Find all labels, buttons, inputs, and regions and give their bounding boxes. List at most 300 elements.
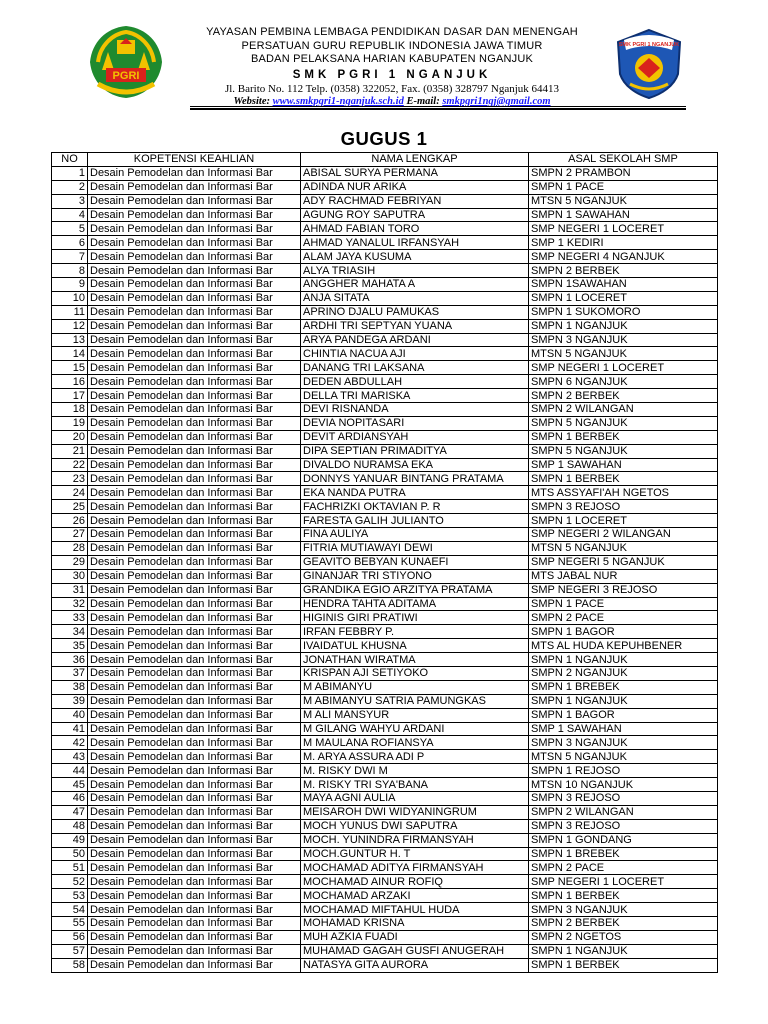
cell-competency: Desain Pemodelan dan Informasi Bar [88,166,301,180]
cell-no: 16 [52,375,88,389]
cell-competency: Desain Pemodelan dan Informasi Bar [88,736,301,750]
cell-competency: Desain Pemodelan dan Informasi Bar [88,528,301,542]
cell-origin-school: SMPN 1 NGANJUK [529,653,718,667]
page-title: GUGUS 1 [340,128,428,149]
table-row [52,361,718,375]
cell-no: 46 [52,791,88,805]
student-table [51,152,718,973]
cell-competency: Desain Pemodelan dan Informasi Bar [88,611,301,625]
cell-origin-school: SMPN 1 GONDANG [529,833,718,847]
cell-full-name: DONNYS YANUAR BINTANG PRATAMA [301,472,529,486]
table-row [52,778,718,792]
cell-competency: Desain Pemodelan dan Informasi Bar [88,430,301,444]
cell-full-name: NATASYA GITA AURORA [301,958,529,972]
cell-origin-school: SMPN 1 LOCERET [529,291,718,305]
cell-no: 11 [52,305,88,319]
table-row [52,764,718,778]
cell-full-name: AHMAD FABIAN TORO [301,222,529,236]
cell-full-name: ARYA PANDEGA ARDANI [301,333,529,347]
table-row [52,416,718,430]
cell-no: 51 [52,861,88,875]
table-row [52,528,718,542]
cell-full-name: DEVIA NOPITASARI [301,416,529,430]
cell-competency: Desain Pemodelan dan Informasi Bar [88,625,301,639]
cell-no: 40 [52,708,88,722]
cell-no: 45 [52,778,88,792]
cell-full-name: IRFAN FEBBRY P. [301,625,529,639]
table-row [52,875,718,889]
cell-competency: Desain Pemodelan dan Informasi Bar [88,847,301,861]
cell-full-name: MOCHAMAD MIFTAHUL HUDA [301,903,529,917]
letterhead-text [176,26,608,108]
cell-competency: Desain Pemodelan dan Informasi Bar [88,639,301,653]
cell-no: 13 [52,333,88,347]
cell-full-name: MOCH. YUNINDRA FIRMANSYAH [301,833,529,847]
cell-origin-school: SMP NEGERI 4 NGANJUK [529,250,718,264]
cell-competency: Desain Pemodelan dan Informasi Bar [88,416,301,430]
cell-full-name: JONATHAN WIRATMA [301,653,529,667]
cell-origin-school: SMPN 1 NGANJUK [529,319,718,333]
cell-full-name: MOHAMAD KRISNA [301,916,529,930]
cell-competency: Desain Pemodelan dan Informasi Bar [88,514,301,528]
cell-no: 24 [52,486,88,500]
cell-no: 36 [52,653,88,667]
cell-competency: Desain Pemodelan dan Informasi Bar [88,750,301,764]
letterhead [0,0,768,110]
table-row [52,722,718,736]
cell-origin-school: SMPN 1 NGANJUK [529,694,718,708]
cell-origin-school: SMPN 2 WILANGAN [529,403,718,417]
cell-competency: Desain Pemodelan dan Informasi Bar [88,194,301,208]
cell-competency: Desain Pemodelan dan Informasi Bar [88,597,301,611]
cell-origin-school: MTSN 5 NGANJUK [529,194,718,208]
cell-origin-school: SMPN 1 LOCERET [529,514,718,528]
cell-full-name: DELLA TRI MARISKA [301,389,529,403]
cell-competency: Desain Pemodelan dan Informasi Bar [88,791,301,805]
cell-competency: Desain Pemodelan dan Informasi Bar [88,666,301,680]
cell-competency: Desain Pemodelan dan Informasi Bar [88,486,301,500]
cell-full-name: ALAM JAYA KUSUMA [301,250,529,264]
cell-competency: Desain Pemodelan dan Informasi Bar [88,347,301,361]
cell-origin-school: SMPN 1 PACE [529,180,718,194]
cell-competency: Desain Pemodelan dan Informasi Bar [88,541,301,555]
cell-origin-school: SMPN 2 PACE [529,611,718,625]
cell-no: 28 [52,541,88,555]
cell-competency: Desain Pemodelan dan Informasi Bar [88,444,301,458]
table-row [52,319,718,333]
cell-origin-school: SMPN 2 NGETOS [529,930,718,944]
cell-origin-school: SMPN 1 SUKOMORO [529,305,718,319]
cell-competency: Desain Pemodelan dan Informasi Bar [88,944,301,958]
cell-no: 14 [52,347,88,361]
cell-competency: Desain Pemodelan dan Informasi Bar [88,319,301,333]
cell-full-name: ANGGHER MAHATA A [301,278,529,292]
cell-no: 3 [52,194,88,208]
table-row [52,708,718,722]
cell-no: 21 [52,444,88,458]
cell-no: 4 [52,208,88,222]
cell-competency: Desain Pemodelan dan Informasi Bar [88,680,301,694]
table-row [52,278,718,292]
cell-no: 8 [52,264,88,278]
table-row [52,444,718,458]
cell-no: 1 [52,166,88,180]
cell-no: 55 [52,916,88,930]
table-row [52,472,718,486]
table-header-row [52,153,718,167]
cell-no: 53 [52,889,88,903]
cell-origin-school: SMP 1 KEDIRI [529,236,718,250]
cell-competency: Desain Pemodelan dan Informasi Bar [88,805,301,819]
cell-full-name: ARDHI TRI SEPTYAN YUANA [301,319,529,333]
cell-no: 57 [52,944,88,958]
cell-no: 33 [52,611,88,625]
cell-no: 50 [52,847,88,861]
table-row [52,500,718,514]
cell-origin-school: SMPN 2 NGANJUK [529,666,718,680]
foundation-name: YAYASAN PEMBINA LEMBAGA PENDIDIKAN DASAR DAN MENENGAH [206,26,578,38]
pgri-logo [84,22,168,102]
cell-competency: Desain Pemodelan dan Informasi Bar [88,458,301,472]
cell-origin-school: MTS JABAL NUR [529,569,718,583]
cell-origin-school: SMPN 2 BERBEK [529,264,718,278]
table-row [52,944,718,958]
email-label: E-mail: [406,95,440,107]
cell-full-name: M. RISKY TRI SYA'BANA [301,778,529,792]
cell-no: 10 [52,291,88,305]
cell-competency: Desain Pemodelan dan Informasi Bar [88,264,301,278]
cell-full-name: MOCHAMAD ARZAKI [301,889,529,903]
cell-no: 20 [52,430,88,444]
cell-full-name: DIVALDO NURAMSA EKA [301,458,529,472]
cell-origin-school: SMP NEGERI 1 LOCERET [529,875,718,889]
cell-no: 39 [52,694,88,708]
cell-no: 48 [52,819,88,833]
letterhead-rule-thick [190,108,686,110]
cell-origin-school: MTS ASSYAFI'AH NGETOS [529,486,718,500]
table-row [52,611,718,625]
table-row [52,208,718,222]
cell-no: 43 [52,750,88,764]
cell-competency: Desain Pemodelan dan Informasi Bar [88,555,301,569]
cell-no: 25 [52,500,88,514]
table-row [52,833,718,847]
cell-no: 15 [52,361,88,375]
table-row [52,514,718,528]
cell-origin-school: SMPN 1 BAGOR [529,708,718,722]
cell-origin-school: SMPN 2 PACE [529,861,718,875]
cell-origin-school: MTSN 5 NGANJUK [529,347,718,361]
cell-origin-school: SMPN 3 REJOSO [529,500,718,514]
cell-full-name: M ABIMANYU SATRIA PAMUNGKAS [301,694,529,708]
cell-full-name: M. ARYA ASSURA ADI P [301,750,529,764]
cell-origin-school: MTSN 10 NGANJUK [529,778,718,792]
cell-no: 7 [52,250,88,264]
cell-no: 6 [52,236,88,250]
cell-competency: Desain Pemodelan dan Informasi Bar [88,389,301,403]
cell-full-name: M MAULANA ROFIANSYA [301,736,529,750]
cell-no: 27 [52,528,88,542]
table-row [52,903,718,917]
table-row [52,194,718,208]
cell-competency: Desain Pemodelan dan Informasi Bar [88,889,301,903]
cell-origin-school: SMPN 1 BERBEK [529,958,718,972]
table-row [52,653,718,667]
cell-no: 56 [52,930,88,944]
cell-full-name: MAYA AGNI AULIA [301,791,529,805]
cell-no: 54 [52,903,88,917]
cell-no: 30 [52,569,88,583]
school-logo [612,28,686,100]
cell-competency: Desain Pemodelan dan Informasi Bar [88,291,301,305]
table-row [52,819,718,833]
cell-competency: Desain Pemodelan dan Informasi Bar [88,250,301,264]
cell-full-name: MEISAROH DWI WIDYANINGRUM [301,805,529,819]
table-row [52,639,718,653]
association-name: PERSATUAN GURU REPUBLIK INDONESIA JAWA TIMUR [241,39,543,52]
cell-competency: Desain Pemodelan dan Informasi Bar [88,222,301,236]
cell-full-name: EKA NANDA PUTRA [301,486,529,500]
cell-origin-school: SMPN 3 REJOSO [529,791,718,805]
cell-origin-school: SMPN 1 PACE [529,597,718,611]
cell-full-name: CHINTIA NACUA AJI [301,347,529,361]
cell-origin-school: SMPN 1 BERBEK [529,430,718,444]
table-row [52,375,718,389]
table-row [52,291,718,305]
school-address: Jl. Barito No. 112 Telp. (0358) 322052, Fax. (0358) 328797 Nganjuk 64413 [224,82,560,95]
cell-full-name: GINANJAR TRI STIYONO [301,569,529,583]
cell-full-name: FINA AULIYA [301,528,529,542]
cell-no: 34 [52,625,88,639]
cell-competency: Desain Pemodelan dan Informasi Bar [88,653,301,667]
cell-origin-school: SMPN 1 BREBEK [529,680,718,694]
cell-competency: Desain Pemodelan dan Informasi Bar [88,903,301,917]
cell-full-name: DANANG TRI LAKSANA [301,361,529,375]
cell-origin-school: MTSN 5 NGANJUK [529,750,718,764]
cell-full-name: GRANDIKA EGIO ARZITYA PRATAMA [301,583,529,597]
cell-no: 49 [52,833,88,847]
cell-no: 17 [52,389,88,403]
cell-origin-school: SMPN 6 NGANJUK [529,375,718,389]
website-link[interactable]: www.smkpgri1-nganjuk.sch.id [272,95,404,107]
cell-full-name: MOCH YUNUS DWI SAPUTRA [301,819,529,833]
cell-full-name: ABISAL SURYA PERMANA [301,166,529,180]
cell-origin-school: SMP NEGERI 1 LOCERET [529,361,718,375]
cell-competency: Desain Pemodelan dan Informasi Bar [88,778,301,792]
cell-full-name: APRINO DJALU PAMUKAS [301,305,529,319]
cell-origin-school: MTS AL HUDA KEPUHBENER [529,639,718,653]
cell-origin-school: SMPN 5 NGANJUK [529,444,718,458]
table-row [52,583,718,597]
header-origin-school: ASAL SEKOLAH SMP [529,153,718,167]
board-name: BADAN PELAKSANA HARIAN KABUPATEN NGANJUK [250,53,534,65]
cell-no: 5 [52,222,88,236]
cell-competency: Desain Pemodelan dan Informasi Bar [88,708,301,722]
cell-full-name: DIPA SEPTIAN PRIMADITYA [301,444,529,458]
cell-origin-school: SMPN 3 REJOSO [529,819,718,833]
table-row [52,555,718,569]
table-row [52,305,718,319]
cell-origin-school: SMPN 2 PRAMBON [529,166,718,180]
cell-full-name: MUHAMAD GAGAH GUSFI ANUGERAH [301,944,529,958]
cell-origin-school: SMPN 1 SAWAHAN [529,208,718,222]
cell-origin-school: SMP NEGERI 5 NGANJUK [529,555,718,569]
table-row [52,597,718,611]
website-label: Website: [233,95,270,107]
cell-no: 2 [52,180,88,194]
cell-full-name: HIGINIS GIRI PRATIWI [301,611,529,625]
cell-full-name: M ABIMANYU [301,680,529,694]
table-row [52,930,718,944]
table-row [52,180,718,194]
cell-origin-school: MTSN 5 NGANJUK [529,541,718,555]
cell-full-name: AHMAD YANALUL IRFANSYAH [301,236,529,250]
school-logo-text: SMK PGRI 1 NGANJUK [618,42,680,48]
cell-no: 44 [52,764,88,778]
cell-full-name: DEVI RISNANDA [301,403,529,417]
cell-no: 41 [52,722,88,736]
cell-no: 31 [52,583,88,597]
cell-competency: Desain Pemodelan dan Informasi Bar [88,472,301,486]
cell-origin-school: SMPN 1 REJOSO [529,764,718,778]
table-row [52,916,718,930]
cell-full-name: FACHRIZKI OKTAVIAN P. R [301,500,529,514]
cell-origin-school: SMPN 1SAWAHAN [529,278,718,292]
cell-no: 58 [52,958,88,972]
table-row [52,750,718,764]
cell-origin-school: SMPN 2 WILANGAN [529,805,718,819]
cell-competency: Desain Pemodelan dan Informasi Bar [88,305,301,319]
cell-competency: Desain Pemodelan dan Informasi Bar [88,180,301,194]
cell-origin-school: SMPN 2 BERBEK [529,389,718,403]
table-row [52,694,718,708]
cell-origin-school: SMPN 1 BREBEK [529,847,718,861]
cell-full-name: M GILANG WAHYU ARDANI [301,722,529,736]
table-row [52,333,718,347]
table-row [52,486,718,500]
cell-origin-school: SMP NEGERI 1 LOCERET [529,222,718,236]
cell-competency: Desain Pemodelan dan Informasi Bar [88,375,301,389]
cell-full-name: MOCHAMAD AINUR ROFIQ [301,875,529,889]
cell-full-name: ANJA SITATA [301,291,529,305]
cell-no: 26 [52,514,88,528]
cell-no: 19 [52,416,88,430]
cell-origin-school: SMPN 3 NGANJUK [529,903,718,917]
email-link[interactable]: smkpgri1ngj@gmail.com [442,95,551,107]
cell-full-name: IVAIDATUL KHUSNA [301,639,529,653]
table-row [52,430,718,444]
cell-origin-school: SMPN 3 NGANJUK [529,333,718,347]
header-full-name: NAMA LENGKAP [301,153,529,167]
table-row [52,166,718,180]
cell-competency: Desain Pemodelan dan Informasi Bar [88,500,301,514]
cell-full-name: MOCH.GUNTUR H. T [301,847,529,861]
cell-full-name: AGUNG ROY SAPUTRA [301,208,529,222]
cell-competency: Desain Pemodelan dan Informasi Bar [88,236,301,250]
cell-competency: Desain Pemodelan dan Informasi Bar [88,833,301,847]
table-row [52,347,718,361]
cell-full-name: HENDRA TAHTA ADITAMA [301,597,529,611]
table-row [52,958,718,972]
cell-origin-school: SMP 1 SAWAHAN [529,722,718,736]
cell-no: 12 [52,319,88,333]
cell-competency: Desain Pemodelan dan Informasi Bar [88,916,301,930]
school-name: SMK PGRI 1 NGANJUK [292,68,492,81]
table-row [52,569,718,583]
cell-no: 52 [52,875,88,889]
header-competency: KOPETENSI KEAHLIAN [88,153,301,167]
table-row [52,847,718,861]
cell-full-name: M ALI MANSYUR [301,708,529,722]
table-row [52,666,718,680]
cell-competency: Desain Pemodelan dan Informasi Bar [88,208,301,222]
cell-full-name: GEAVITO BEBYAN KUNAEFI [301,555,529,569]
cell-competency: Desain Pemodelan dan Informasi Bar [88,694,301,708]
cell-no: 32 [52,597,88,611]
cell-origin-school: SMPN 2 BERBEK [529,916,718,930]
cell-full-name: DEVIT ARDIANSYAH [301,430,529,444]
cell-no: 42 [52,736,88,750]
table-row [52,458,718,472]
table-row [52,736,718,750]
letterhead-rule [190,106,686,107]
cell-competency: Desain Pemodelan dan Informasi Bar [88,583,301,597]
cell-origin-school: SMPN 5 NGANJUK [529,416,718,430]
cell-full-name: FITRIA MUTIAWAYI DEWI [301,541,529,555]
cell-full-name: M. RISKY DWI M [301,764,529,778]
cell-competency: Desain Pemodelan dan Informasi Bar [88,861,301,875]
cell-full-name: MUH AZKIA FUADI [301,930,529,944]
cell-full-name: MOCHAMAD ADITYA FIRMANSYAH [301,861,529,875]
table-row [52,250,718,264]
cell-competency: Desain Pemodelan dan Informasi Bar [88,819,301,833]
table-row [52,403,718,417]
cell-no: 47 [52,805,88,819]
cell-full-name: DEDEN ABDULLAH [301,375,529,389]
table-body [52,166,718,972]
cell-no: 35 [52,639,88,653]
cell-origin-school: SMPN 1 BERBEK [529,472,718,486]
cell-competency: Desain Pemodelan dan Informasi Bar [88,333,301,347]
cell-origin-school: SMPN 1 BERBEK [529,889,718,903]
table-row [52,389,718,403]
cell-full-name: ADINDA NUR ARIKA [301,180,529,194]
cell-full-name: ADY RACHMAD FEBRIYAN [301,194,529,208]
table-row [52,222,718,236]
cell-origin-school: SMP 1 SAWAHAN [529,458,718,472]
cell-origin-school: SMP NEGERI 3 REJOSO [529,583,718,597]
cell-competency: Desain Pemodelan dan Informasi Bar [88,403,301,417]
table-row [52,861,718,875]
table-row [52,805,718,819]
cell-no: 38 [52,680,88,694]
cell-no: 22 [52,458,88,472]
cell-competency: Desain Pemodelan dan Informasi Bar [88,569,301,583]
cell-competency: Desain Pemodelan dan Informasi Bar [88,764,301,778]
header-no: NO [52,153,88,167]
cell-no: 29 [52,555,88,569]
cell-origin-school: SMP NEGERI 2 WILANGAN [529,528,718,542]
cell-competency: Desain Pemodelan dan Informasi Bar [88,722,301,736]
cell-origin-school: SMPN 3 NGANJUK [529,736,718,750]
table-row [52,680,718,694]
pgri-logo-text: PGRI [112,70,140,82]
table-row [52,889,718,903]
table-row [52,625,718,639]
cell-no: 9 [52,278,88,292]
cell-competency: Desain Pemodelan dan Informasi Bar [88,875,301,889]
cell-origin-school: SMPN 1 BAGOR [529,625,718,639]
